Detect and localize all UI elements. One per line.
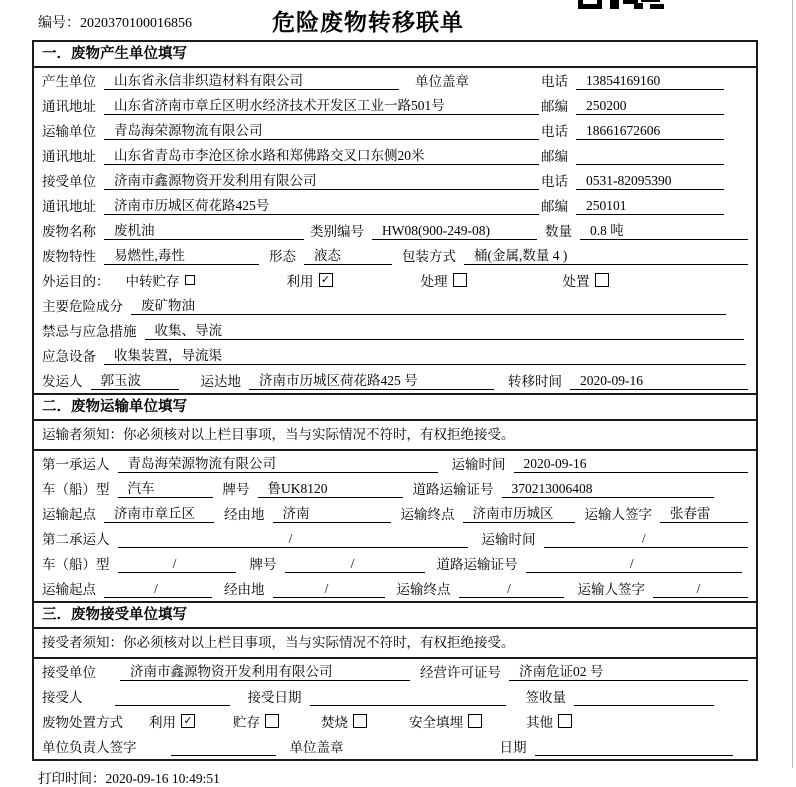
destination-label: 运达地 <box>200 374 241 389</box>
checkbox-checked-icon: ✓ <box>181 714 195 728</box>
receiver-address-row <box>34 193 756 218</box>
accept-unit-label: 接受单位 <box>42 665 96 680</box>
producer-seal-label: 单位盖章 <box>415 74 469 89</box>
page-edge-line <box>792 0 793 768</box>
transport-time2-label: 运输时间 <box>481 532 536 547</box>
vehicle-type-value: 汽车 <box>118 480 213 498</box>
endpoint-label: 运输终点 <box>400 507 455 522</box>
destination-value: 济南市历城区荷花路425 号 <box>249 372 494 390</box>
producer-phone-value: 13854169160 <box>576 72 724 90</box>
vehicle-type2-label: 车（船）型 <box>42 557 110 572</box>
waste-category-value: HW08(900-249-08) <box>372 222 537 240</box>
responsible-sign-label: 单位负责人签字 <box>42 740 137 755</box>
transporter-zip-label: 邮编 <box>541 149 568 164</box>
manifest-form <box>32 40 758 761</box>
route2-row <box>34 576 756 601</box>
receiver-value: 济南市鑫源物资开发利用有限公司 <box>104 172 539 190</box>
plate-value: 鲁UK8120 <box>258 480 403 498</box>
transport-time-value: 2020-09-16 <box>514 455 749 473</box>
receiver-address-label: 通讯地址 <box>42 199 96 214</box>
disposal-option-store <box>233 711 279 731</box>
transporter-address-row <box>34 143 756 168</box>
checkbox-icon <box>558 714 572 728</box>
transfer-purpose-row <box>34 268 756 293</box>
disposal-label: 废物处置方式 <box>42 715 123 730</box>
purpose-label: 外运目的： <box>42 274 110 289</box>
disposal-option-landfill <box>409 711 482 731</box>
waste-category-label: 类别编号 <box>310 224 364 239</box>
checkbox-icon <box>453 273 467 287</box>
print-time <box>38 767 796 787</box>
carrier-sign2-value: / <box>653 580 748 598</box>
producer-address-value: 山东省济南市章丘区明水经济技术开发区工业一路501号 <box>104 97 539 115</box>
disposal-method-row <box>34 709 756 734</box>
print-time-value: 2020-09-16 10:49:51 <box>105 771 220 786</box>
license-label: 经营许可证号 <box>420 665 501 680</box>
transporter-phone-label: 电话 <box>541 124 568 139</box>
receiver-zip-label: 邮编 <box>541 199 568 214</box>
second-carrier-label: 第二承运人 <box>42 532 110 547</box>
receiver-address-value: 济南市历城区荷花路425号 <box>104 197 539 215</box>
receiver-notice: 接受者须知：你必须核对以上栏目事项，当与实际情况不符时，有权拒绝接受。 <box>34 629 756 659</box>
disposal-option-other <box>526 711 572 731</box>
vehicle2-row <box>34 551 756 576</box>
purpose-option-use <box>287 270 333 290</box>
second-carrier-value: / <box>118 530 468 548</box>
first-carrier-row <box>34 451 756 476</box>
transporter-address-value: 山东省青岛市李沧区徐水路和郑佛路交叉口东侧20米 <box>104 147 539 165</box>
document-header <box>0 0 796 40</box>
receiver-zip-value: 250101 <box>576 197 724 215</box>
disposal-option-incinerate <box>321 711 367 731</box>
road-permit2-label: 道路运输证号 <box>436 557 518 572</box>
date-value <box>535 738 733 756</box>
option-label: 利用 <box>149 715 176 730</box>
route1-row <box>34 501 756 526</box>
hazard-value: 废矿物油 <box>131 297 726 315</box>
option-label: 处置 <box>562 274 590 289</box>
packing-value: 桶(金属,数量 4 ) <box>464 247 748 265</box>
accept-date-value <box>310 688 506 706</box>
responsible-sign-value <box>171 738 276 756</box>
vehicle-type-label: 车（船）型 <box>42 482 110 497</box>
document-title: 危险废物转移联单 <box>272 9 464 35</box>
shipper-value: 郭玉波 <box>91 372 179 390</box>
origin-label: 运输起点 <box>42 507 96 522</box>
producer-zip-value: 250200 <box>576 97 724 115</box>
receiver-phone-label: 电话 <box>541 174 568 189</box>
option-label: 安全填埋 <box>409 715 463 730</box>
road-permit-value: 370213006408 <box>502 480 715 498</box>
accept-unit-row <box>34 659 756 684</box>
equipment-value: 收集装置，导流渠 <box>104 347 746 365</box>
purpose-option-dispose <box>563 270 609 290</box>
hazard-label: 主要危险成分 <box>42 299 123 314</box>
checkbox-icon <box>185 275 195 285</box>
receiver-label: 接受单位 <box>42 174 96 189</box>
producer-address-label: 通讯地址 <box>42 99 96 114</box>
purpose-option-storage <box>126 270 195 290</box>
waste-name-label: 废物名称 <box>42 224 96 239</box>
producer-value: 山东省永信非织造材料有限公司 <box>104 72 399 90</box>
waste-form-label: 形态 <box>269 249 296 264</box>
transport-time2-value: / <box>544 530 749 548</box>
checkbox-icon <box>353 714 367 728</box>
acceptor-row <box>34 684 756 709</box>
signed-qty-value <box>574 688 714 706</box>
taboo-measures-row <box>34 318 756 343</box>
responsible-sign-row <box>34 734 756 759</box>
purpose-option-treat <box>421 270 467 290</box>
producer-row <box>34 68 756 93</box>
origin2-label: 运输起点 <box>42 582 96 597</box>
shipper-row <box>34 368 756 393</box>
endpoint2-label: 运输终点 <box>396 582 451 597</box>
serial-label: 编号： <box>38 16 80 31</box>
option-label: 焚烧 <box>321 715 348 730</box>
waste-qty-label: 数量 <box>545 224 572 239</box>
option-label: 中转贮存 <box>125 274 180 289</box>
via-label: 经由地 <box>224 507 265 522</box>
waste-name-value: 废机油 <box>104 222 304 240</box>
vehicle-type2-value: / <box>118 555 236 573</box>
checkbox-icon <box>595 273 609 287</box>
section2-heading: 二．废物运输单位填写 <box>34 393 756 421</box>
transfer-date-value: 2020-09-16 <box>570 372 748 390</box>
waste-qty-value: 0.8 吨 <box>580 222 748 240</box>
origin-value: 济南市章丘区 <box>104 505 214 523</box>
waste-form-value: 液态 <box>304 247 392 265</box>
disposal-option-use <box>149 711 195 731</box>
shipper-label: 发运人 <box>42 374 83 389</box>
plate2-label: 牌号 <box>249 557 277 572</box>
vehicle1-row <box>34 476 756 501</box>
receiver-phone-value: 0531-82095390 <box>576 172 724 190</box>
carrier-sign2-label: 运输人签字 <box>577 582 645 597</box>
transporter-value: 青岛海荣源物流有限公司 <box>104 122 539 140</box>
option-label: 其他 <box>526 715 553 730</box>
transfer-date-label: 转移时间 <box>508 374 562 389</box>
transport-time-label: 运输时间 <box>451 457 506 472</box>
section3-heading: 三．废物接受单位填写 <box>34 601 756 629</box>
acceptor-value <box>115 688 230 706</box>
waste-trait-value: 易燃性,毒性 <box>104 247 259 265</box>
producer-phone-label: 电话 <box>541 74 568 89</box>
waste-name-row <box>34 218 756 243</box>
producer-label: 产生单位 <box>42 74 96 89</box>
transporter-address-label: 通讯地址 <box>42 149 96 164</box>
carrier-sign-label: 运输人签字 <box>584 507 652 522</box>
option-label: 处理 <box>420 274 448 289</box>
hazard-component-row <box>34 293 756 318</box>
accept-date-label: 接受日期 <box>247 690 302 705</box>
via-value: 济南 <box>273 505 391 523</box>
checkbox-icon <box>265 714 279 728</box>
endpoint2-value: / <box>459 580 564 598</box>
transporter-zip-value <box>576 147 724 165</box>
first-carrier-label: 第一承运人 <box>42 457 110 472</box>
checkbox-checked-icon: ✓ <box>319 273 333 287</box>
print-time-label: 打印时间： <box>38 771 106 786</box>
waste-trait-label: 废物特性 <box>42 249 96 264</box>
equipment-label: 应急设备 <box>42 349 96 364</box>
origin2-value: / <box>104 580 212 598</box>
carrier-sign-value: 张春雷 <box>660 505 748 523</box>
taboo-label: 禁忌与应急措施 <box>42 324 137 339</box>
section1-heading: 一．废物产生单位填写 <box>34 42 756 68</box>
acceptor-label: 接受人 <box>42 690 83 705</box>
plate-label: 牌号 <box>222 482 250 497</box>
transporter-notice: 运输者须知：你必须核对以上栏目事项，当与实际情况不符时，有权拒绝接受。 <box>34 421 756 451</box>
producer-address-row <box>34 93 756 118</box>
transporter-phone-value: 18661672606 <box>576 122 724 140</box>
waste-trait-row <box>34 243 756 268</box>
via2-value: / <box>273 580 385 598</box>
date-label: 日期 <box>499 740 527 755</box>
signed-qty-label: 签收量 <box>525 690 566 705</box>
transporter-row <box>34 118 756 143</box>
accept-unit-value: 济南市鑫源物资开发利用有限公司 <box>120 663 410 681</box>
option-label: 利用 <box>286 274 314 289</box>
license-value: 济南危证02 号 <box>509 663 748 681</box>
serial-value: 2020370100016856 <box>80 16 192 31</box>
plate2-value: / <box>285 555 425 573</box>
checkbox-icon <box>468 714 482 728</box>
first-carrier-value: 青岛海荣源物流有限公司 <box>118 455 438 473</box>
producer-zip-label: 邮编 <box>541 99 568 114</box>
second-carrier-row <box>34 526 756 551</box>
taboo-value: 收集、导流 <box>145 322 745 340</box>
packing-label: 包装方式 <box>402 249 456 264</box>
emergency-equipment-row <box>34 343 756 368</box>
endpoint-value: 济南市历城区 <box>463 505 575 523</box>
road-permit2-value: / <box>526 555 743 573</box>
via2-label: 经由地 <box>224 582 265 597</box>
receiver-row <box>34 168 756 193</box>
unit-seal-label: 单位盖章 <box>289 740 344 755</box>
transporter-label: 运输单位 <box>42 124 96 139</box>
option-label: 贮存 <box>233 715 260 730</box>
road-permit-label: 道路运输证号 <box>412 482 494 497</box>
